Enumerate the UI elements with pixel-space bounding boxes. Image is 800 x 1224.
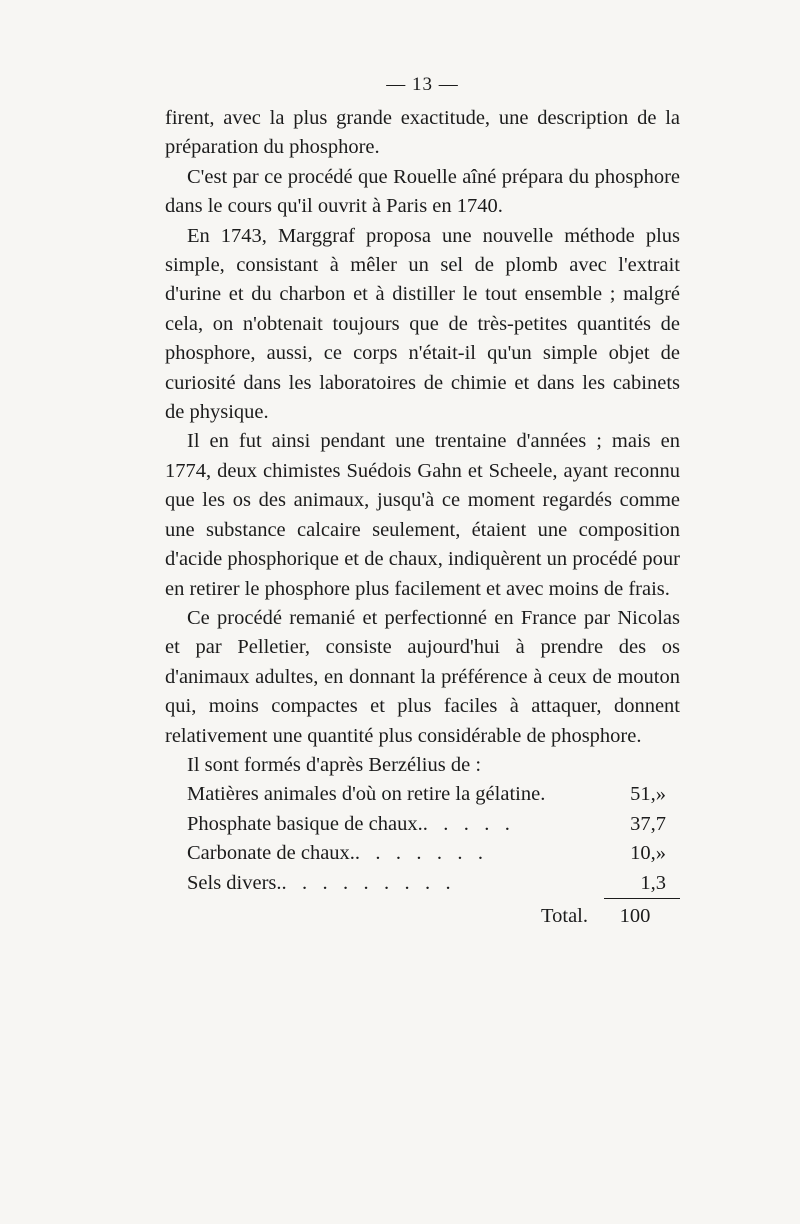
body-text	[165, 104, 680, 780]
total-value: 100	[619, 904, 651, 927]
paragraph: firent, avec la plus grande exactitude, une description de la préparation du phosphore.	[165, 107, 680, 159]
composition-row	[165, 780, 680, 809]
composition-label: Sels divers.. . . . . . . . .	[187, 871, 451, 894]
paragraph: Il sont formés d'après Berzélius de :	[187, 753, 482, 776]
total-row	[165, 902, 680, 931]
composition-label: Matières animales d'où on retire la gélatine.	[187, 783, 546, 806]
composition-value: 37,7	[630, 812, 666, 835]
composition-value: 10,»	[630, 842, 666, 865]
composition-label: Phosphate basique de chaux.. . . . .	[187, 812, 510, 835]
composition-value: 1,3	[604, 869, 680, 899]
document-page	[165, 72, 680, 931]
paragraph: C'est par ce procédé que Rouelle aîné prépara du phosphore dans le cours qu'il ouvrit à Paris en 1740.	[165, 165, 680, 218]
paragraph: Il en fut ainsi pendant une trentaine d'années ; mais en 1774, deux chimistes Suédois Gahn et Scheele, ayant reconnu que les os des animaux, jusqu'à ce moment regardés comme une substance calcaire seulement, étaient une composition d'acide phosphorique et de chaux, indiquèrent un procédé pour en retirer le phosphore plus facilement et avec moins de frais.	[165, 430, 680, 600]
composition-label: Carbonate de chaux.. . . . . . .	[187, 842, 484, 865]
page-number: — 13 —	[386, 74, 459, 95]
composition-row	[165, 810, 680, 839]
paragraph: En 1743, Marggraf proposa une nouvelle méthode plus simple, consistant à mêler un sel de plomb avec l'extrait d'urine et du charbon et à distiller le tout ensemble ; malgré cela, on n'obtenait toujours que de très-petites quantités de phosphore, aussi, ce corps n'était-il qu'un simple objet de curiosité dans les laboratoires de chimie et dans les cabinets de physique.	[165, 224, 680, 424]
composition-table	[165, 780, 680, 931]
total-label: Total.	[541, 904, 588, 927]
composition-value: 51,»	[630, 783, 666, 806]
composition-row	[165, 839, 680, 868]
composition-row	[165, 869, 680, 898]
paragraph: Ce procédé remanié et perfectionné en France par Nicolas et par Pelletier, consiste aujourd'hui à prendre des os d'animaux adultes, en donnant la préférence à ceux de mouton qui, moins compactes et plus faciles à attaquer, donnent relativement une quantité plus considérable de phosphore.	[165, 606, 680, 747]
